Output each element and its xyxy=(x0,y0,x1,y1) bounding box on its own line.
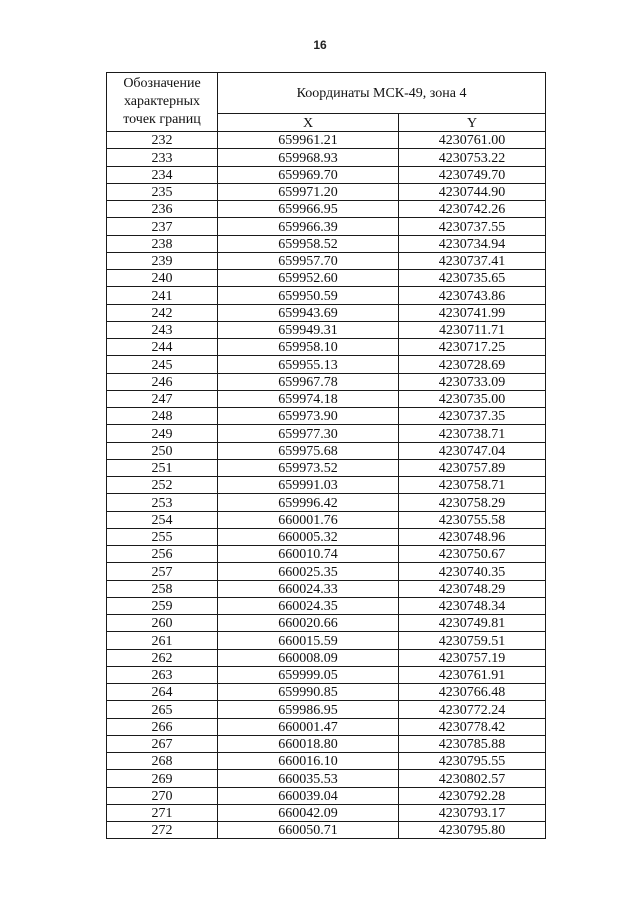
point-id-cell: 262 xyxy=(107,649,218,666)
table-row xyxy=(107,822,546,839)
table-row xyxy=(107,528,546,545)
x-coordinate-cell: 659977.30 xyxy=(218,425,399,442)
point-id-cell: 265 xyxy=(107,701,218,718)
y-coordinate-cell: 4230734.94 xyxy=(399,235,546,252)
point-id-cell: 247 xyxy=(107,390,218,407)
x-coordinate-cell: 659999.05 xyxy=(218,666,399,683)
point-id-cell: 235 xyxy=(107,183,218,200)
point-id-cell: 241 xyxy=(107,287,218,304)
point-id-cell: 260 xyxy=(107,615,218,632)
y-coordinate-cell: 4230717.25 xyxy=(399,339,546,356)
x-coordinate-cell: 659943.69 xyxy=(218,304,399,321)
table-row xyxy=(107,304,546,321)
table-row xyxy=(107,718,546,735)
x-coordinate-cell: 659950.59 xyxy=(218,287,399,304)
x-coordinate-cell: 659991.03 xyxy=(218,477,399,494)
table-row xyxy=(107,373,546,390)
y-coordinate-cell: 4230785.88 xyxy=(399,735,546,752)
y-coordinate-cell: 4230735.00 xyxy=(399,390,546,407)
point-id-cell: 242 xyxy=(107,304,218,321)
y-coordinate-cell: 4230792.28 xyxy=(399,787,546,804)
point-id-cell: 263 xyxy=(107,666,218,683)
table-row xyxy=(107,425,546,442)
x-coordinate-cell: 660001.47 xyxy=(218,718,399,735)
x-coordinate-cell: 659973.52 xyxy=(218,459,399,476)
y-coordinate-cell: 4230758.29 xyxy=(399,494,546,511)
x-coordinate-cell: 660001.76 xyxy=(218,511,399,528)
x-coordinate-cell: 659957.70 xyxy=(218,252,399,269)
y-coordinate-cell: 4230766.48 xyxy=(399,684,546,701)
x-coordinate-cell: 659975.68 xyxy=(218,442,399,459)
point-id-cell: 246 xyxy=(107,373,218,390)
point-id-cell: 267 xyxy=(107,735,218,752)
point-id-cell: 245 xyxy=(107,356,218,373)
table-row xyxy=(107,477,546,494)
x-coordinate-cell: 659996.42 xyxy=(218,494,399,511)
table-row xyxy=(107,511,546,528)
y-coordinate-cell: 4230778.42 xyxy=(399,718,546,735)
x-coordinate-cell: 660039.04 xyxy=(218,787,399,804)
x-coordinate-cell: 659958.52 xyxy=(218,235,399,252)
y-coordinate-cell: 4230742.26 xyxy=(399,201,546,218)
header-x: X xyxy=(218,114,399,132)
point-id-cell: 272 xyxy=(107,822,218,839)
point-id-cell: 261 xyxy=(107,632,218,649)
x-coordinate-cell: 659973.90 xyxy=(218,408,399,425)
point-id-cell: 252 xyxy=(107,477,218,494)
coordinates-table xyxy=(106,72,546,839)
table-row xyxy=(107,408,546,425)
y-coordinate-cell: 4230753.22 xyxy=(399,149,546,166)
x-coordinate-cell: 660010.74 xyxy=(218,546,399,563)
y-coordinate-cell: 4230795.55 xyxy=(399,753,546,770)
table-row xyxy=(107,804,546,821)
point-id-cell: 259 xyxy=(107,597,218,614)
header-coordinates: Координаты МСК-49, зона 4 xyxy=(218,73,546,114)
x-coordinate-cell: 660015.59 xyxy=(218,632,399,649)
table-header xyxy=(107,73,546,132)
table-row xyxy=(107,459,546,476)
y-coordinate-cell: 4230802.57 xyxy=(399,770,546,787)
table-row xyxy=(107,546,546,563)
point-id-cell: 238 xyxy=(107,235,218,252)
table-row xyxy=(107,201,546,218)
point-id-cell: 257 xyxy=(107,563,218,580)
y-coordinate-cell: 4230733.09 xyxy=(399,373,546,390)
point-id-cell: 236 xyxy=(107,201,218,218)
table-row xyxy=(107,166,546,183)
table-row xyxy=(107,356,546,373)
table-row xyxy=(107,339,546,356)
point-id-cell: 233 xyxy=(107,149,218,166)
x-coordinate-cell: 660024.35 xyxy=(218,597,399,614)
header-y: Y xyxy=(399,114,546,132)
x-coordinate-cell: 660018.80 xyxy=(218,735,399,752)
y-coordinate-cell: 4230757.89 xyxy=(399,459,546,476)
point-id-cell: 255 xyxy=(107,528,218,545)
y-coordinate-cell: 4230793.17 xyxy=(399,804,546,821)
table-row xyxy=(107,270,546,287)
x-coordinate-cell: 659952.60 xyxy=(218,270,399,287)
point-id-cell: 239 xyxy=(107,252,218,269)
x-coordinate-cell: 659969.70 xyxy=(218,166,399,183)
x-coordinate-cell: 659961.21 xyxy=(218,132,399,149)
table-body xyxy=(107,132,546,839)
table-row xyxy=(107,666,546,683)
point-id-cell: 254 xyxy=(107,511,218,528)
table-row xyxy=(107,597,546,614)
y-coordinate-cell: 4230755.58 xyxy=(399,511,546,528)
point-id-cell: 250 xyxy=(107,442,218,459)
y-coordinate-cell: 4230740.35 xyxy=(399,563,546,580)
table-row xyxy=(107,132,546,149)
table-row xyxy=(107,252,546,269)
y-coordinate-cell: 4230737.41 xyxy=(399,252,546,269)
page-number: 16 xyxy=(313,38,327,52)
table-row xyxy=(107,615,546,632)
y-coordinate-cell: 4230743.86 xyxy=(399,287,546,304)
x-coordinate-cell: 660008.09 xyxy=(218,649,399,666)
table-row xyxy=(107,735,546,752)
point-id-cell: 240 xyxy=(107,270,218,287)
x-coordinate-cell: 659949.31 xyxy=(218,321,399,338)
table-row xyxy=(107,183,546,200)
point-id-cell: 270 xyxy=(107,787,218,804)
point-id-cell: 237 xyxy=(107,218,218,235)
x-coordinate-cell: 659986.95 xyxy=(218,701,399,718)
y-coordinate-cell: 4230748.34 xyxy=(399,597,546,614)
point-id-cell: 256 xyxy=(107,546,218,563)
y-coordinate-cell: 4230737.35 xyxy=(399,408,546,425)
table-row xyxy=(107,753,546,770)
point-id-cell: 251 xyxy=(107,459,218,476)
x-coordinate-cell: 660020.66 xyxy=(218,615,399,632)
table-row xyxy=(107,580,546,597)
y-coordinate-cell: 4230761.00 xyxy=(399,132,546,149)
y-coordinate-cell: 4230758.71 xyxy=(399,477,546,494)
y-coordinate-cell: 4230748.96 xyxy=(399,528,546,545)
y-coordinate-cell: 4230795.80 xyxy=(399,822,546,839)
y-coordinate-cell: 4230737.55 xyxy=(399,218,546,235)
x-coordinate-cell: 659966.95 xyxy=(218,201,399,218)
y-coordinate-cell: 4230741.99 xyxy=(399,304,546,321)
y-coordinate-cell: 4230735.65 xyxy=(399,270,546,287)
x-coordinate-cell: 660050.71 xyxy=(218,822,399,839)
point-id-cell: 249 xyxy=(107,425,218,442)
table-row xyxy=(107,149,546,166)
y-coordinate-cell: 4230759.51 xyxy=(399,632,546,649)
x-coordinate-cell: 659974.18 xyxy=(218,390,399,407)
table-row xyxy=(107,321,546,338)
point-id-cell: 244 xyxy=(107,339,218,356)
table-row xyxy=(107,563,546,580)
table-row xyxy=(107,442,546,459)
y-coordinate-cell: 4230761.91 xyxy=(399,666,546,683)
x-coordinate-cell: 659958.10 xyxy=(218,339,399,356)
y-coordinate-cell: 4230749.70 xyxy=(399,166,546,183)
table-row xyxy=(107,649,546,666)
y-coordinate-cell: 4230757.19 xyxy=(399,649,546,666)
table-row xyxy=(107,235,546,252)
x-coordinate-cell: 659990.85 xyxy=(218,684,399,701)
x-coordinate-cell: 660005.32 xyxy=(218,528,399,545)
x-coordinate-cell: 660042.09 xyxy=(218,804,399,821)
y-coordinate-cell: 4230748.29 xyxy=(399,580,546,597)
point-id-cell: 271 xyxy=(107,804,218,821)
y-coordinate-cell: 4230744.90 xyxy=(399,183,546,200)
y-coordinate-cell: 4230728.69 xyxy=(399,356,546,373)
y-coordinate-cell: 4230772.24 xyxy=(399,701,546,718)
point-id-cell: 258 xyxy=(107,580,218,597)
y-coordinate-cell: 4230749.81 xyxy=(399,615,546,632)
x-coordinate-cell: 660025.35 xyxy=(218,563,399,580)
point-id-cell: 248 xyxy=(107,408,218,425)
table-row xyxy=(107,770,546,787)
y-coordinate-cell: 4230747.04 xyxy=(399,442,546,459)
y-coordinate-cell: 4230738.71 xyxy=(399,425,546,442)
x-coordinate-cell: 659971.20 xyxy=(218,183,399,200)
table-row xyxy=(107,684,546,701)
point-id-cell: 268 xyxy=(107,753,218,770)
y-coordinate-cell: 4230711.71 xyxy=(399,321,546,338)
y-coordinate-cell: 4230750.67 xyxy=(399,546,546,563)
table-row xyxy=(107,494,546,511)
table-row xyxy=(107,787,546,804)
table-row xyxy=(107,390,546,407)
point-id-cell: 253 xyxy=(107,494,218,511)
table-row xyxy=(107,701,546,718)
x-coordinate-cell: 659968.93 xyxy=(218,149,399,166)
x-coordinate-cell: 659966.39 xyxy=(218,218,399,235)
table-row xyxy=(107,218,546,235)
x-coordinate-cell: 659967.78 xyxy=(218,373,399,390)
x-coordinate-cell: 660016.10 xyxy=(218,753,399,770)
point-id-cell: 234 xyxy=(107,166,218,183)
point-id-cell: 266 xyxy=(107,718,218,735)
x-coordinate-cell: 659955.13 xyxy=(218,356,399,373)
header-point-label: Обозначение характерных точек границ xyxy=(107,73,218,132)
x-coordinate-cell: 660024.33 xyxy=(218,580,399,597)
table-row xyxy=(107,632,546,649)
point-id-cell: 232 xyxy=(107,132,218,149)
point-id-cell: 269 xyxy=(107,770,218,787)
point-id-cell: 243 xyxy=(107,321,218,338)
x-coordinate-cell: 660035.53 xyxy=(218,770,399,787)
table-row xyxy=(107,287,546,304)
point-id-cell: 264 xyxy=(107,684,218,701)
